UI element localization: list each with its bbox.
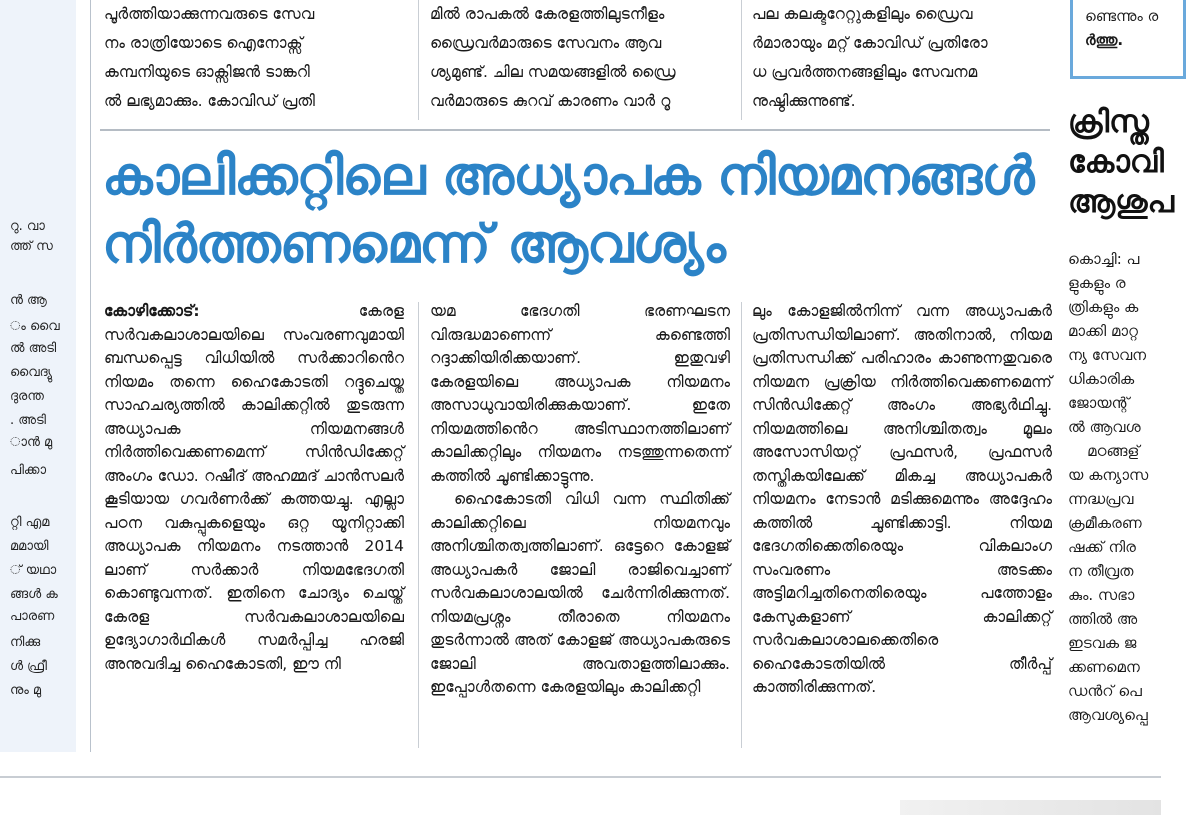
side-title-line-3: ആശുപ [1068, 184, 1175, 220]
page-bottom-rule [0, 776, 1161, 778]
article-col3-text: ലും കോളജിൽനിന്ന് വന്ന അധ്യാപകർ പ്രതിസന്ധിയിലാണ്. അതിനാൽ, നിയമ പ്രതിസന്ധിക്ക് പരിഹാരം കാണുന്നതുവരെ നിയമന പ്രക്രിയ നിർത്തിവെക്കണമെന്ന് സിൻഡിക്കേറ്റ് അംഗം അഭ്യർഥിച്ചു. നിയമത്തിലെ അനിശ്ചിതത്വം മൂലം അസോസിയറ്റ് പ്രഫസർ, പ്രഫസർ തസ്തികയിലേക്ക് മികച്ച അധ്യാപകർ നിയമനം നേടാൻ മടിക്കുമെന്നും അദ്ദേഹം കത്തിൽ ചൂണ്ടിക്കാട്ടി. നിയമ ഭേദഗതിക്കെതിരെയും വികലാംഗ സംവരണം അടക്കം അട്ടിമറിച്ചതിനെതിരെയും പത്തോളം കേസുകളാണ് കാലിക്കറ്റ് സർവകലാശാലക്കെതിരെ ഹൈകോടതിയിൽ തീർപ്പ് കാത്തിരിക്കുന്നത്. [752, 302, 1052, 696]
prev-article-col-3: പല കലക്ടറേറ്റുകളിലും ഡ്രൈവ ർമാരായും മറ്റ് കോവിഡ് പ്രതിരോ ധ പ്രവർത്തനങ്ങളിലും സേവനമ നുഷ്ഠിക്കുന്നുണ്ട്. [752, 5, 988, 110]
body-gutter-rule-1 [418, 302, 419, 748]
left-strip-fragment: ് യഥാ [10, 563, 57, 578]
side-box-line-1: ണ്ടെന്നും ര [1085, 7, 1159, 25]
left-strip-fragment: റു. വാ [10, 219, 45, 234]
left-strip-fragment: റ്റി എമ [10, 515, 50, 530]
left-strip-fragment: ൽ അടി [10, 341, 57, 356]
article-column-3 [752, 300, 1052, 700]
left-strip-fragment: . അടി [10, 413, 46, 428]
side-title-line-1: ക്രിസ്ത [1068, 104, 1149, 140]
prev-article-col-1: പൂർത്തിയാക്കുന്നവരുടെ സേവ നം രാത്രിയോടെ ഐനോക്സ് കമ്പനിയുടെ ഓക്സിജൻ ടാങ്കറി ൽ ലഭ്യമാക്കും. കോവിഡ് പ്രതി [104, 5, 315, 110]
left-strip-fragment: നും മു [10, 683, 42, 698]
column-rule-left [90, 0, 91, 752]
left-strip-fragment: ാൻ മു [10, 435, 53, 450]
left-strip-fragment: ദുരന്ത [10, 389, 44, 404]
left-strip-fragment: ൻ ആ [10, 293, 47, 308]
top-gutter-rule-1 [418, 0, 419, 120]
left-strip-fragment: മമായി [10, 539, 49, 554]
article-headline [102, 143, 1062, 279]
article-col1-text: കേരള സർവകലാശാലയിലെ സംവരണവുമായി ബന്ധപ്പെട്ട വിധിയിൽ സർക്കാറിൻെറ നിയമം തന്നെ ഹൈകോടതി റദ്ദുചെയ്ത സാഹചര്യത്തിൽ കാലിക്കറ്റിൽ തുടരുന്ന അധ്യാപക നിയമനങ്ങൾ നിർത്തിവെക്കണമെന്ന് സിൻഡിക്കേറ്റ് അംഗം ഡോ. റഷീദ് അഹമ്മദ് ചാൻസലർ കൂടിയായ ഗവർണർക്ക് കത്തയച്ചു. എല്ലാ പഠന വകുപ്പുകളെയും ഒറ്റ യൂനിറ്റാക്കി അധ്യാപക നിയമനം നടത്താൻ 2014 ലാണ് സർക്കാർ നിയമഭേദഗതി കൊണ്ടുവന്നത്. ഇതിനെ ചോദ്യം ചെയ്ത് കേരള സർവകലാശാലയിലെ ഉദ്യോഗാർഥികൾ സമർപ്പിച്ച ഹരജി അനുവദിച്ച ഹൈകോടതി, ഈ നി [104, 302, 404, 673]
left-strip-fragment: നിക്കു [10, 635, 41, 650]
top-gutter-rule-2 [741, 0, 742, 120]
side-article-body: കൊച്ചി: പ ളുകളും ര ത്രികളും ക മാക്കി മാറ്റ ന്യ സേവന ധികാരിക ജോയന്റ് ൽ ആവശ മഠങ്ങള് യ കന്യാസ ന്നദ്ധപ്രവ ക്രമീകരണ ഷക്ക് നിര ന തീവ്രത കും. സഭാ ത്തിൽ അ ഇടവക ജ ക്കണമെന ഡൻറ് പെ ആവശ്യപ്പെ [1068, 250, 1149, 724]
article-dateline: കോഴിക്കോട്: [104, 302, 200, 320]
prev-article-col-2: മിൽ രാപകൽ കേരളത്തിലുടനീളം ഡ്രൈവർമാരുടെ സേവനം ആവ ശ്യമുണ്ട്. ചില സമയങ്ങളിൽ ഡ്രൈ വർമാരുടെ കുറവ് കാരണം വാർ റൂ [430, 5, 676, 110]
left-strip-fragment: ൾ ഫ്രീ [10, 659, 47, 674]
article-col2-para-2: ഹൈകോടതി വിധി വന്ന സ്ഥിതിക്ക് കാലിക്കറ്റിലെ നിയമനവും അനിശ്ചിതത്വത്തിലാണ്. ഒട്ടേറെ കോളജ് അധ്യാപകർ ജോലി രാജിവെച്ചാണ് സർവകലാശാലയിൽ ചേർന്നിരിക്കുന്നത്. നിയമപ്രശ്നം തീരാതെ നിയമനം തുടർന്നാൽ അത് കോളജ് അധ്യാപകരുടെ ജോലി അവതാളത്തിലാക്കും. ഇപ്പോൾതന്നെ കേരളയിലും കാലിക്കറ്റി [430, 490, 730, 696]
side-quote-box [1070, 0, 1186, 79]
body-gutter-rule-2 [741, 302, 742, 748]
left-strip-fragment: ത്ത് സ [10, 239, 53, 254]
side-title-line-2: കോവി [1068, 144, 1164, 180]
section-divider [100, 129, 1050, 131]
left-strip-fragment: ം വൈ [10, 319, 60, 334]
article-column-2 [430, 300, 730, 700]
headline-line-1: കാലിക്കറ്റിലെ അധ്യാപക നിയമനങ്ങൾ [102, 146, 1034, 207]
left-strip-fragment: പിക്കാ [10, 463, 47, 478]
side-box-line-2: ർത്തു. [1085, 31, 1124, 49]
watermark-strip [900, 800, 1161, 815]
left-neighbor-article [0, 0, 76, 752]
headline-line-2: നിർത്തണമെന്ന് ആവശ്യം [102, 214, 725, 275]
left-strip-fragment: പാരണ [10, 609, 55, 624]
article-column-1 [104, 300, 404, 676]
left-strip-fragment: വൈദ്യു [10, 365, 53, 380]
left-strip-fragment: ങ്ങൾ ക [10, 587, 58, 602]
article-col2-para-1: യമ ഭേദഗതി ഭരണഘടന വിരുദ്ധമാണെന്ന് കണ്ടെത്തി റദ്ദാക്കിയിരിക്കയാണ്. ഇതുവഴി കേരളയിലെ അധ്യാപക നിയമനം അസാധുവായിരിക്കുകയാണ്. ഇതേ നിയമത്തിൻെറ അടിസ്ഥാനത്തിലാണ് കാലിക്കറ്റിലും നിയമനം നടത്തുന്നതെന്ന് കത്തിൽ ചൂണ്ടിക്കാട്ടുന്നു. [430, 302, 730, 485]
side-article-title [1068, 102, 1174, 222]
